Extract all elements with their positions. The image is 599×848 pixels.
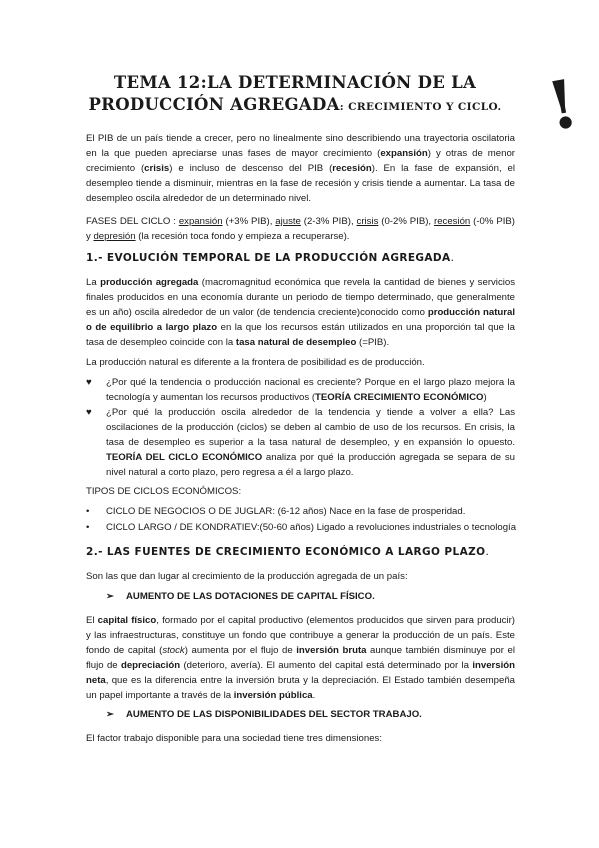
subheading-physical-capital: ➢ AUMENTO DE LAS DOTACIONES DE CAPITAL FÍSICO.: [106, 591, 375, 602]
sources-intro-paragraph: Son las que dan lugar al crecimiento de la producción agregada de un país:: [86, 571, 408, 582]
subheading-labor-sector: ➢ AUMENTO DE LAS DISPONIBILIDADES DEL SECTOR TRABAJO.: [106, 709, 422, 720]
cycle-phases-paragraph: FASES DEL CICLO : expansión (+3% PIB), ajuste (2-3% PIB), crisis (0-2% PIB), recesión (-0% PIB) y depresión (la recesión toca fondo y empieza a recuperarse).: [86, 216, 515, 242]
list-item-cycle-kondratiev: • CICLO LARGO / DE KONDRATIEV:(50-60 años) Ligado a revoluciones industriales o tecnología: [86, 522, 517, 533]
section-heading-2: 2.- LAS FUENTES DE CRECIMIENTO ECONÓMICO A LARGO PLAZO.: [86, 546, 490, 558]
heart-bullet-icon: ♥: [86, 377, 92, 388]
intro-paragraph: El PIB de un país tiende a crecer, pero no linealmente sino describiendo una trayectoria oscilatoria en la que pueden apreciarse unas fases de mayor crecimiento (expansión) y otras de menor crecimiento (crisis) e incluso de descenso del PIB (recesión). En la fase de expansión, el desempleo tiende a disminuir, mientras en la fase de recesión y crisis tiende a aumentar. La tasa de desempleo oscila alrededor de un determinado nivel.: [86, 133, 515, 204]
handwritten-exclamation-mark: !: [541, 64, 584, 146]
cycle-types-label: TIPOS DE CICLOS ECONÓMICOS:: [86, 486, 242, 497]
list-item-question-2: ♥ ¿Por qué la producción oscila alrededor de la tendencia y tiende a volver a ella? Las oscilaciones de la producción (ciclos) se deben al cambio de uso de los recursos. En crisis, la tasa de desempleo es superior a la tasa natural de desempleo, y en expansión lo opuesto. TEORÍA DEL CICLO ECONÓMICO analiza por qué la producción agregada se separa de su nivel natural a corto plazo, pero regresa a él a largo plazo.: [86, 407, 515, 478]
round-bullet-icon: •: [86, 506, 90, 517]
aggregate-production-paragraph: La producción agregada (macromagnitud económica que revela la cantidad de bienes y servicios finales producidos en una economía durante un periodo de tiempo determinado, que generalmente es un año) oscila alrededor de un valor (de tendencia creciente)conocido como producción natural o de equilibrio a largo plazo en la que los recursos están utilizados en una proporción tal que la tasa de desempleo coincide con la tasa natural de desempleo (=PIB).: [86, 277, 516, 348]
title-line-2: [60, 94, 530, 118]
heart-bullet-icon: ♥: [86, 407, 92, 418]
section-heading-1: 1.- EVOLUCIÓN TEMPORAL DE LA PRODUCCIÓN AGREGADA.: [86, 252, 455, 264]
natural-production-note: La producción natural es diferente a la frontera de posibilidad es de producción.: [86, 357, 425, 368]
round-bullet-icon: •: [86, 522, 90, 533]
page-title: [60, 72, 530, 118]
arrow-bullet-icon: ➢: [106, 709, 115, 720]
title-subtitle: : CRECIMIENTO Y CICLO.: [339, 101, 502, 113]
title-line-1: TEMA 12:LA DETERMINACIÓN DE LA: [113, 73, 477, 92]
list-item-cycle-juglar: • CICLO DE NEGOCIOS O DE JUGLAR: (6-12 años) Nace en la fase de prosperidad.: [86, 506, 466, 517]
labor-dimensions-paragraph: El factor trabajo disponible para una sociedad tiene tres dimensiones:: [86, 733, 382, 744]
list-item-question-1: ♥ ¿Por qué la tendencia o producción nacional es creciente? Porque en el largo plazo mejora la tecnología y aumentan los recursos productivos (TEORÍA CRECIMIENTO ECONÓMICO): [86, 377, 515, 403]
arrow-bullet-icon: ➢: [106, 591, 115, 602]
physical-capital-paragraph: El capital físico, formado por el capital productivo (elementos producidos que sirven para producir) y las infraestructuras, constituye un fondo que contribuye a generar la producción de un país. Este fondo de capital (stock) aumenta por el flujo de inversión bruta aunque también disminuye por el flujo de depreciación (deterioro, avería). El aumento del capital está determinado por la inversión neta, que es la diferencia entre la inversión bruta y la depreciación. El Estado también desempeña un papel importante a través de la inversión pública.: [86, 615, 515, 701]
title-main: PRODUCCIÓN AGREGADA: [88, 95, 340, 114]
